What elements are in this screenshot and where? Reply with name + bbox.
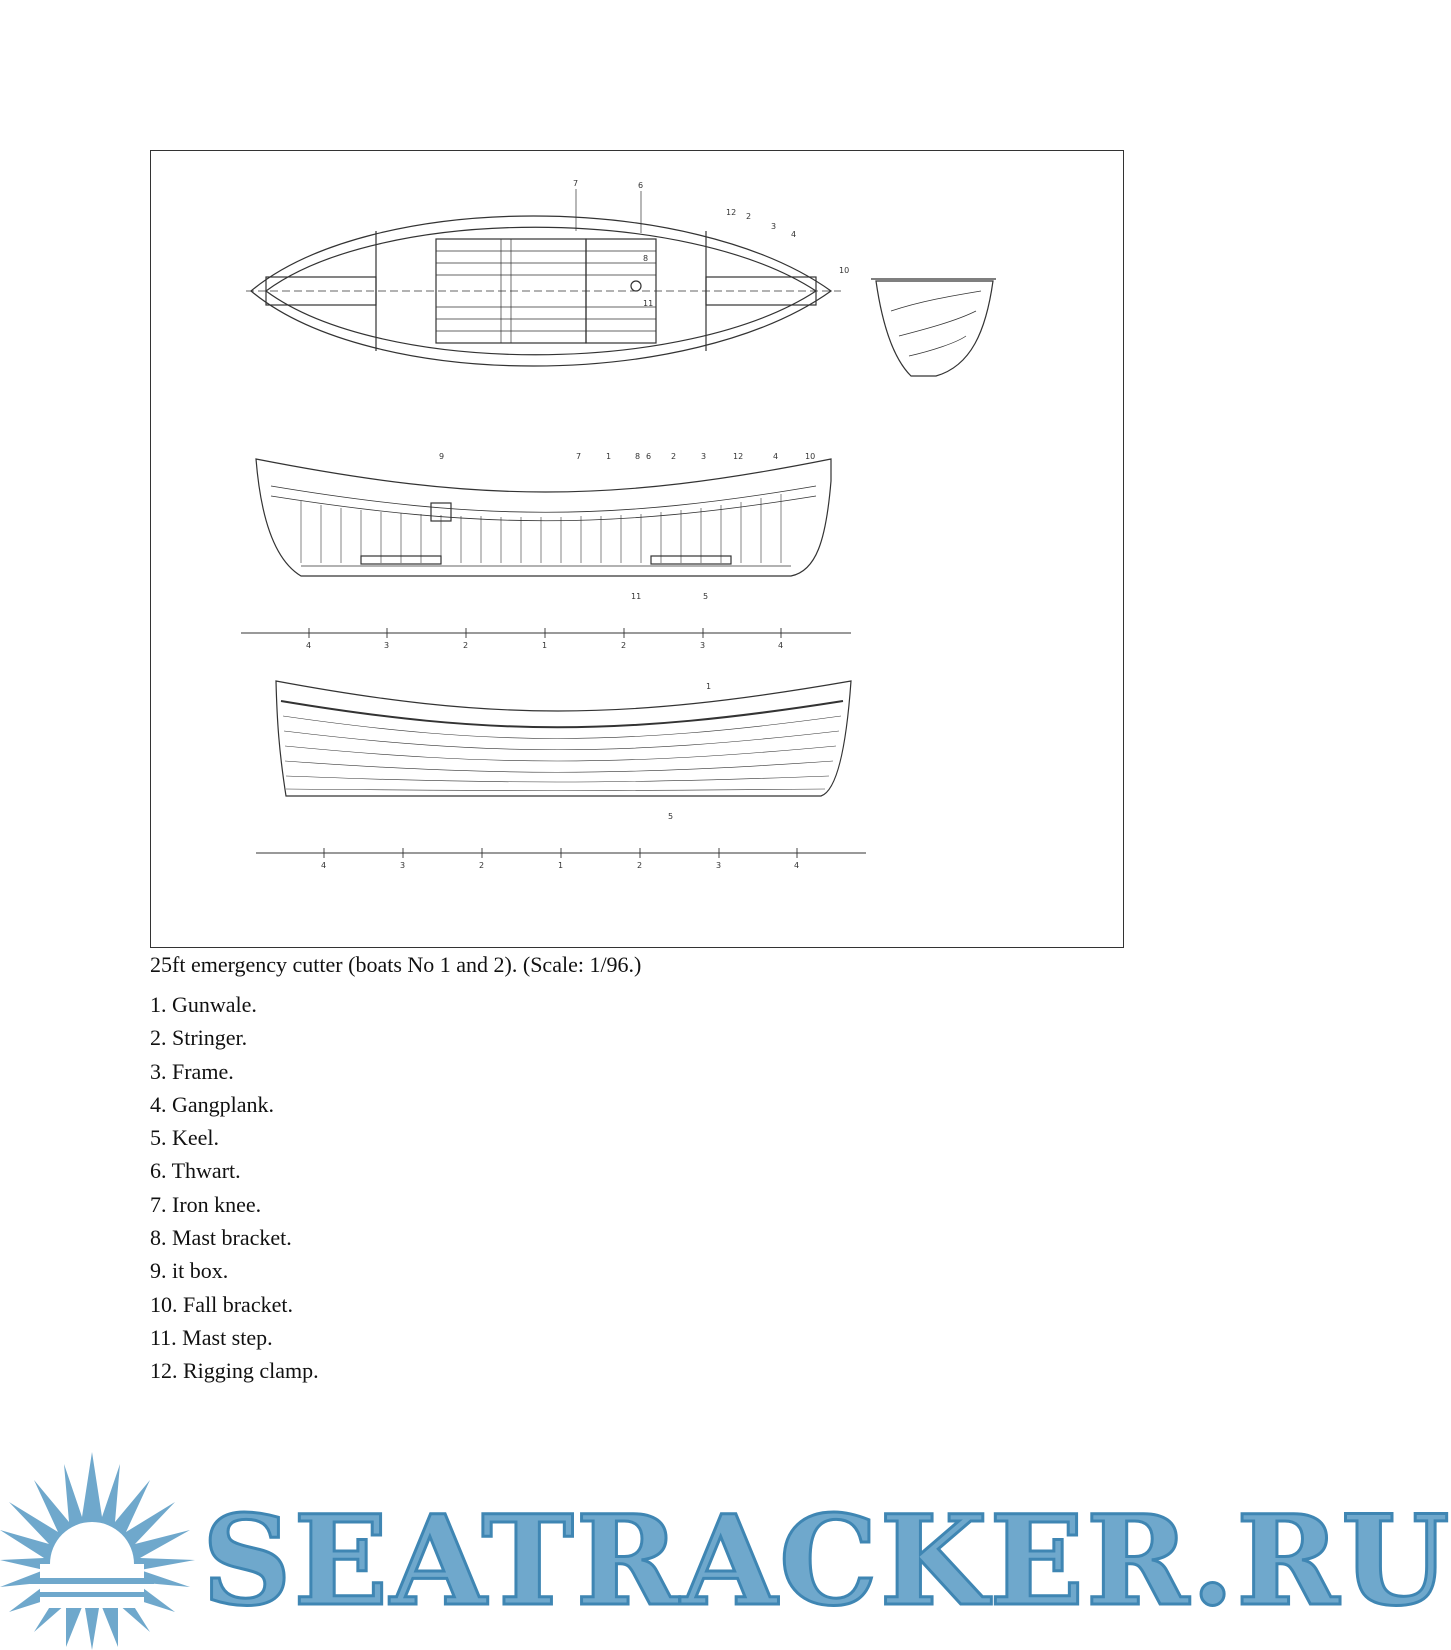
svg-text:8: 8 [635, 452, 641, 461]
svg-text:2: 2 [621, 641, 627, 650]
side-elevation-view [276, 681, 851, 821]
svg-text:4: 4 [321, 861, 327, 870]
legend-item: 5. Keel. [150, 1125, 220, 1151]
scale-bar-1 [241, 628, 851, 650]
logo-text [202, 1489, 1451, 1634]
svg-text:9: 9 [439, 452, 445, 461]
legend-item: 9. it box. [150, 1258, 229, 1284]
svg-text:3: 3 [771, 222, 777, 231]
svg-text:1: 1 [542, 641, 548, 650]
legend-item: 1. Gunwale. [150, 992, 257, 1017]
svg-text:4: 4 [794, 861, 800, 870]
section-view [871, 279, 996, 376]
svg-text:7: 7 [573, 179, 579, 188]
figure-caption: 25ft emergency cutter (boats No 1 and 2). (Scale: 1/96.) [150, 952, 642, 977]
svg-text:3: 3 [701, 452, 707, 461]
svg-text:6: 6 [638, 181, 644, 190]
svg-text:5: 5 [668, 812, 674, 821]
legend-item: 6. Thwart. [150, 1158, 241, 1184]
parts-legend [150, 990, 319, 1390]
svg-text:5: 5 [703, 592, 709, 601]
svg-text:3: 3 [700, 641, 706, 650]
legend-item: 3. Frame. [150, 1058, 234, 1084]
svg-text:4: 4 [773, 452, 779, 461]
boat-drawing-figure [150, 150, 1124, 948]
svg-text:2: 2 [637, 861, 643, 870]
svg-text:12: 12 [726, 208, 737, 217]
svg-text:2: 2 [463, 641, 469, 650]
svg-text:11: 11 [631, 592, 642, 601]
legend-item: 4. Gangplank. [150, 1091, 275, 1117]
svg-text:1: 1 [558, 861, 564, 870]
legend-item: 8. Mast bracket. [150, 1225, 292, 1251]
svg-text:12: 12 [733, 452, 744, 461]
svg-text:8: 8 [643, 254, 649, 263]
svg-text:2: 2 [746, 212, 752, 221]
svg-text:4: 4 [778, 641, 784, 650]
legend-item: 10. Fall bracket. [150, 1291, 293, 1317]
scale-bar-2 [256, 848, 866, 870]
plan-view [246, 179, 849, 366]
svg-text:2: 2 [479, 861, 485, 870]
legend-item: 12. Rigging clamp. [150, 1358, 319, 1384]
svg-text:3: 3 [384, 641, 390, 650]
svg-text:1: 1 [606, 452, 612, 461]
svg-text:4: 4 [791, 230, 797, 239]
svg-text:7: 7 [576, 452, 582, 461]
boat-drawing [151, 151, 1125, 949]
side-section-view [256, 452, 831, 601]
svg-text:4: 4 [306, 641, 312, 650]
svg-text:3: 3 [716, 861, 722, 870]
logo-wordmark: SEATRACKER.RU [202, 1489, 1451, 1634]
svg-text:2: 2 [671, 452, 677, 461]
svg-text:6: 6 [646, 452, 652, 461]
legend-item: 11. Mast step. [150, 1324, 273, 1350]
svg-text:3: 3 [400, 861, 406, 870]
svg-text:10: 10 [839, 266, 850, 275]
legend-item: 7. Iron knee. [150, 1191, 262, 1217]
svg-text:10: 10 [805, 452, 816, 461]
legend-item: 2. Stringer. [150, 1025, 248, 1051]
svg-text:11: 11 [643, 299, 654, 308]
svg-text:1: 1 [706, 682, 712, 691]
